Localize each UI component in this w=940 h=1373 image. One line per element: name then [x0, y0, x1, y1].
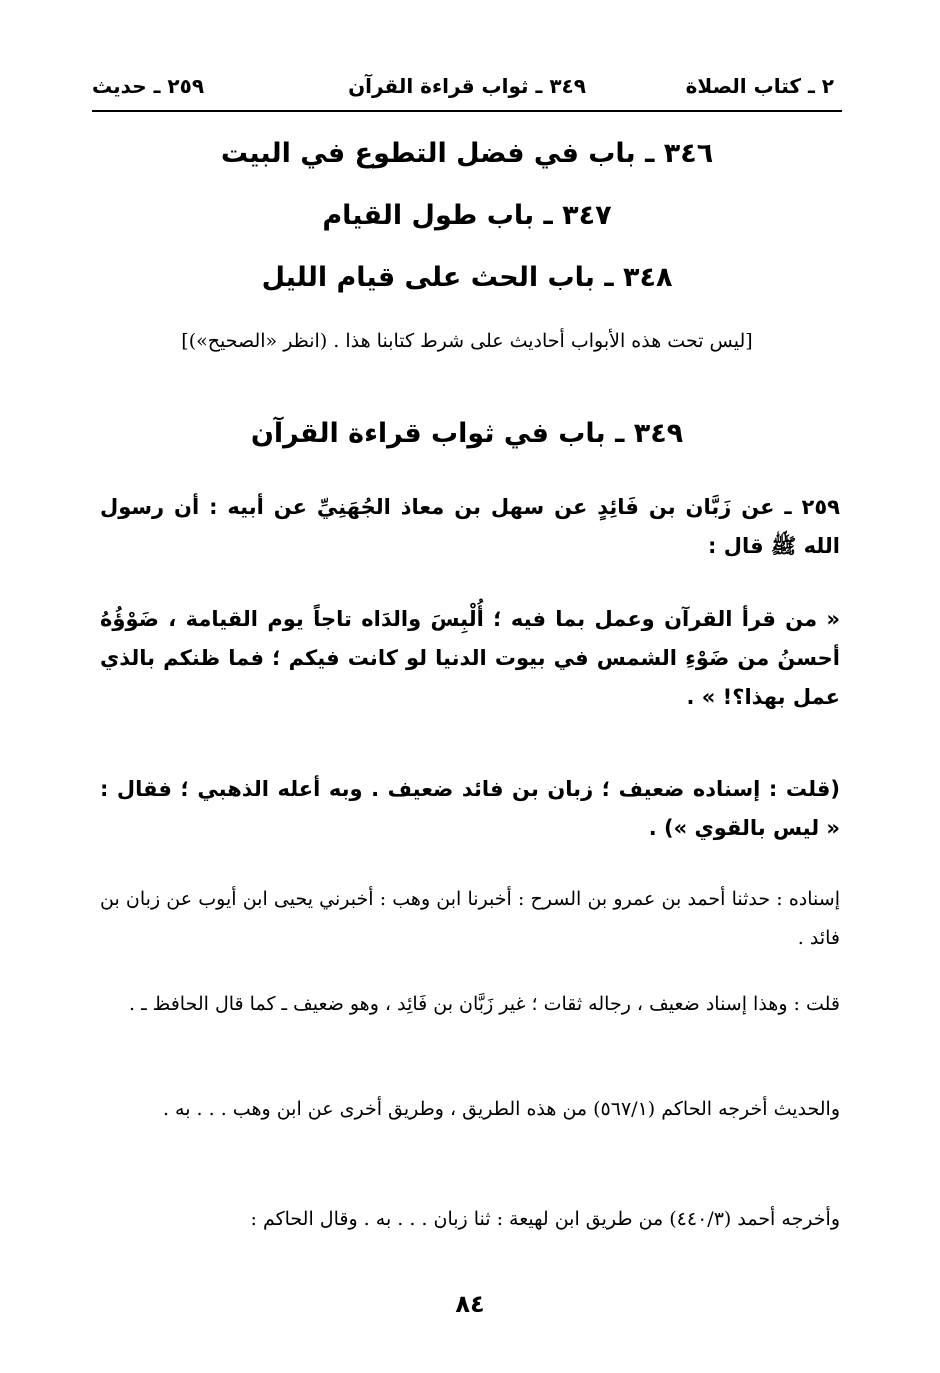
page-number: ٨٤: [455, 1290, 485, 1318]
hadith-intro: ٢٥٩ ـ عن زَبَّان بن فَائِدٍ عن سهل بن معاذ الجُهَنِيِّ عن أبيه : أن رسول الله ﷺ قال :: [100, 495, 840, 558]
editor-note: [ليس تحت هذه الأبواب أحاديث على شرط كتابنا هذا . (انظر «الصحيح»)]: [181, 330, 753, 352]
header-hadith-number: ٢٥٩ ـ حديث: [92, 74, 205, 98]
running-header: [92, 70, 842, 112]
chapter-heading-348: ٣٤٨ ـ باب الحث على قيام الليل: [261, 262, 673, 293]
hadith-verdict: (قلت : إسناده ضعيف ؛ زبان بن فائد ضعيف . وبه أعله الذهبي ؛ فقال : « ليس بالقوي ») .: [100, 777, 840, 840]
header-book-title: ٢ ـ كتاب الصلاة: [685, 74, 834, 98]
chapter-heading-346: ٣٤٦ ـ باب في فضل التطوع في البيت: [220, 138, 714, 169]
commentary-grading: قلت : وهذا إسناد ضعيف ، رجاله ثقات ؛ غير زَبَّان بن فَائِد ، وهو ضعيف ـ كما قال الحافظ ـ .: [128, 993, 840, 1015]
commentary-ahmad: وأخرجه أحمد (٤٤٠/٣) من طريق ابن لهيعة : ثنا زبان . . . به . وقال الحاكم :: [250, 1208, 840, 1230]
chapter-heading-349: ٣٤٩ ـ باب في ثواب قراءة القرآن: [250, 418, 684, 449]
chapter-heading-347: ٣٤٧ ـ باب طول القيام: [322, 200, 612, 231]
commentary-isnad: إسناده : حدثنا أحمد بن عمرو بن السرح : أخبرنا ابن وهب : أخبرني يحيى ابن أيوب عن زبان بن فائد .: [100, 888, 840, 949]
commentary-takhrij: والحديث أخرجه الحاكم (٥٦٧/١) من هذه الطريق ، وطريق أخرى عن ابن وهب . . . به .: [162, 1098, 840, 1120]
header-chapter-title: ٣٤٩ ـ ثواب قراءة القرآن: [348, 74, 586, 98]
hadith-text: « من قرأ القرآن وعمل بما فيه ؛ أُلْبِسَ والدَاه تاجاً يوم القيامة ، ضَوْؤُهُ أحسنُ من ضَوْءِ الشمس في بيوت الدنيا لو كانت فيكم ؛ فما ظنكم بالذي عمل بهذا؟! » .: [100, 607, 840, 709]
